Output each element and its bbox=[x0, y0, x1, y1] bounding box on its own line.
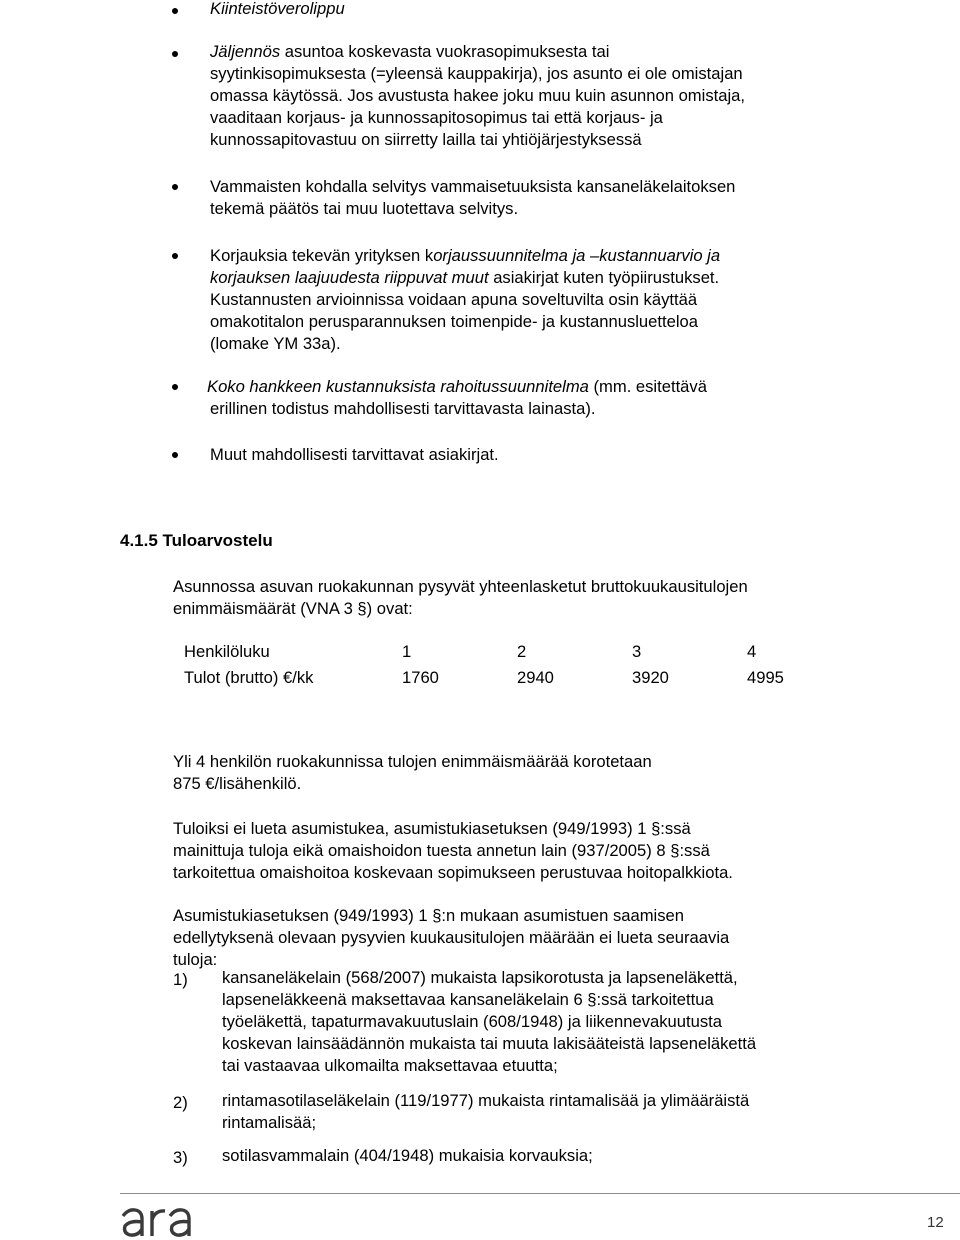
paragraph-line: Tuloiksi ei lueta asumistukea, asumistukiasetuksen (949/1993) 1 §:ssä bbox=[173, 819, 691, 838]
list-item-text: lapseneläkkeenä maksettavaa kansaneläkelain 6 §:ssä tarkoitettua bbox=[222, 990, 714, 1009]
paragraph bbox=[173, 751, 652, 795]
bullet-icon bbox=[172, 51, 178, 57]
list-item-text: omakotitalon perusparannuksen toimenpide- ja kustannusluetteloa bbox=[210, 312, 698, 331]
paragraph-line: tarkoitettua omaishoitoa koskevaan sopimukseen perustuvaa hoitopalkkiota. bbox=[173, 863, 733, 882]
paragraph-line: mainittuja tuloja eikä omaishoidon tuesta annetun lain (937/2005) 8 §:ssä bbox=[173, 841, 710, 860]
footer-divider bbox=[120, 1193, 960, 1194]
list-item-text: koskevan lainsäädännön mukaista tai muuta lakisääteistä lapseneläkettä bbox=[222, 1034, 757, 1053]
list-item-text: tai vastaavaa ulkomailta maksettavaa etuutta; bbox=[222, 1056, 558, 1075]
paragraph bbox=[173, 818, 733, 884]
list-number: 2) bbox=[173, 1093, 188, 1112]
list-item-text: syytinkisopimuksesta (=yleensä kauppakirja), jos asunto ei ole omistajan bbox=[210, 64, 743, 83]
list-item-text: tekemä päätös tai muu luotettava selvitys. bbox=[210, 199, 519, 218]
table-cell: 1760 bbox=[402, 668, 439, 687]
list-item-text: Korjauksia tekevän yrityksen korjaussuunnitelma ja –kustannuarvio ja bbox=[210, 246, 721, 265]
bullet-icon bbox=[172, 253, 178, 259]
table-cell: Tulot (brutto) €/kk bbox=[184, 668, 314, 687]
list-item-text: korjauksen laajuudesta riippuvat muut asiakirjat kuten työpiirustukset. bbox=[210, 268, 720, 287]
logo-glyphs bbox=[123, 1210, 189, 1236]
list-number: 3) bbox=[173, 1148, 188, 1167]
list-item-text: Koko hankkeen kustannuksista rahoitussuunnitelma (mm. esitettävä bbox=[207, 377, 707, 396]
table-cell: 4 bbox=[747, 642, 757, 661]
bullet-icon bbox=[172, 452, 178, 458]
paragraph-line: Asumistukiasetuksen (949/1993) 1 §:n mukaan asumistuen saamisen bbox=[173, 906, 684, 925]
list-item-text: erillinen todistus mahdollisesti tarvittavasta lainasta). bbox=[210, 399, 596, 418]
table-cell: 1 bbox=[402, 642, 412, 661]
paragraph-line: tuloja: bbox=[173, 950, 218, 969]
table-cell: 4995 bbox=[747, 668, 784, 687]
bullet-icon bbox=[172, 384, 178, 390]
table-cell: 2 bbox=[517, 642, 527, 661]
list-number: 1) bbox=[173, 970, 188, 989]
table-cell: Henkilöluku bbox=[184, 642, 270, 661]
table-cell: 3 bbox=[632, 642, 642, 661]
list-item-text: (lomake YM 33a). bbox=[210, 334, 341, 353]
list-item-text: Kiinteistöverolippu bbox=[210, 0, 345, 18]
bullet-icon bbox=[172, 184, 178, 190]
list-item-text: omassa käytössä. Jos avustusta hakee joku muu kuin asunnon omistaja, bbox=[210, 86, 745, 105]
list-item-text: Jäljennös asuntoa koskevasta vuokrasopimuksesta tai bbox=[210, 42, 610, 61]
list-item-text: kansaneläkelain (568/2007) mukaista lapsikorotusta ja lapseneläkettä, bbox=[222, 968, 738, 987]
bullet-icon bbox=[172, 8, 178, 14]
table-cell: 2940 bbox=[517, 668, 554, 687]
paragraph-line: Yli 4 henkilön ruokakunnissa tulojen enimmäismäärää korotetaan bbox=[173, 752, 652, 771]
list-item-text: Muut mahdollisesti tarvittavat asiakirjat. bbox=[210, 445, 499, 464]
section-heading: 4.1.5 Tuloarvostelu bbox=[120, 531, 273, 550]
list-item-text: Kustannusten arvioinnissa voidaan apuna soveltuvilta osin käyttää bbox=[210, 290, 698, 309]
paragraph-line: edellytyksenä olevaan pysyvien kuukausitulojen määrään ei lueta seuraavia bbox=[173, 928, 730, 947]
list-item-text: rintamalisää; bbox=[222, 1113, 317, 1132]
paragraph bbox=[173, 905, 729, 971]
list-item-text: työeläkettä, tapaturmavakuutuslain (608/1948) ja liikennevakuutusta bbox=[222, 1012, 722, 1031]
paragraph-line: Asunnossa asuvan ruokakunnan pysyvät yhteenlasketut bruttokuukausitulojen bbox=[173, 577, 748, 596]
list-item-text: kunnossapitovastuu on siirretty lailla tai yhtiöjärjestyksessä bbox=[210, 130, 642, 149]
list-item-text: rintamasotilaseläkelain (119/1977) mukaista rintamalisää ja ylimääräistä bbox=[222, 1091, 750, 1110]
table-cell: 3920 bbox=[632, 668, 669, 687]
ara-logo bbox=[120, 1196, 200, 1240]
paragraph-line: enimmäismäärät (VNA 3 §) ovat: bbox=[173, 599, 413, 618]
paragraph-line: 875 €/lisähenkilö. bbox=[173, 774, 302, 793]
page-number: 12 bbox=[927, 1214, 944, 1231]
intro-paragraph bbox=[173, 576, 748, 620]
list-item-text: Vammaisten kohdalla selvitys vammaisetuuksista kansaneläkelaitoksen bbox=[210, 177, 736, 196]
list-item-text: sotilasvammalain (404/1948) mukaisia korvauksia; bbox=[222, 1146, 593, 1165]
list-item-text: vaaditaan korjaus- ja kunnossapitosopimus tai että korjaus- ja bbox=[210, 108, 663, 127]
